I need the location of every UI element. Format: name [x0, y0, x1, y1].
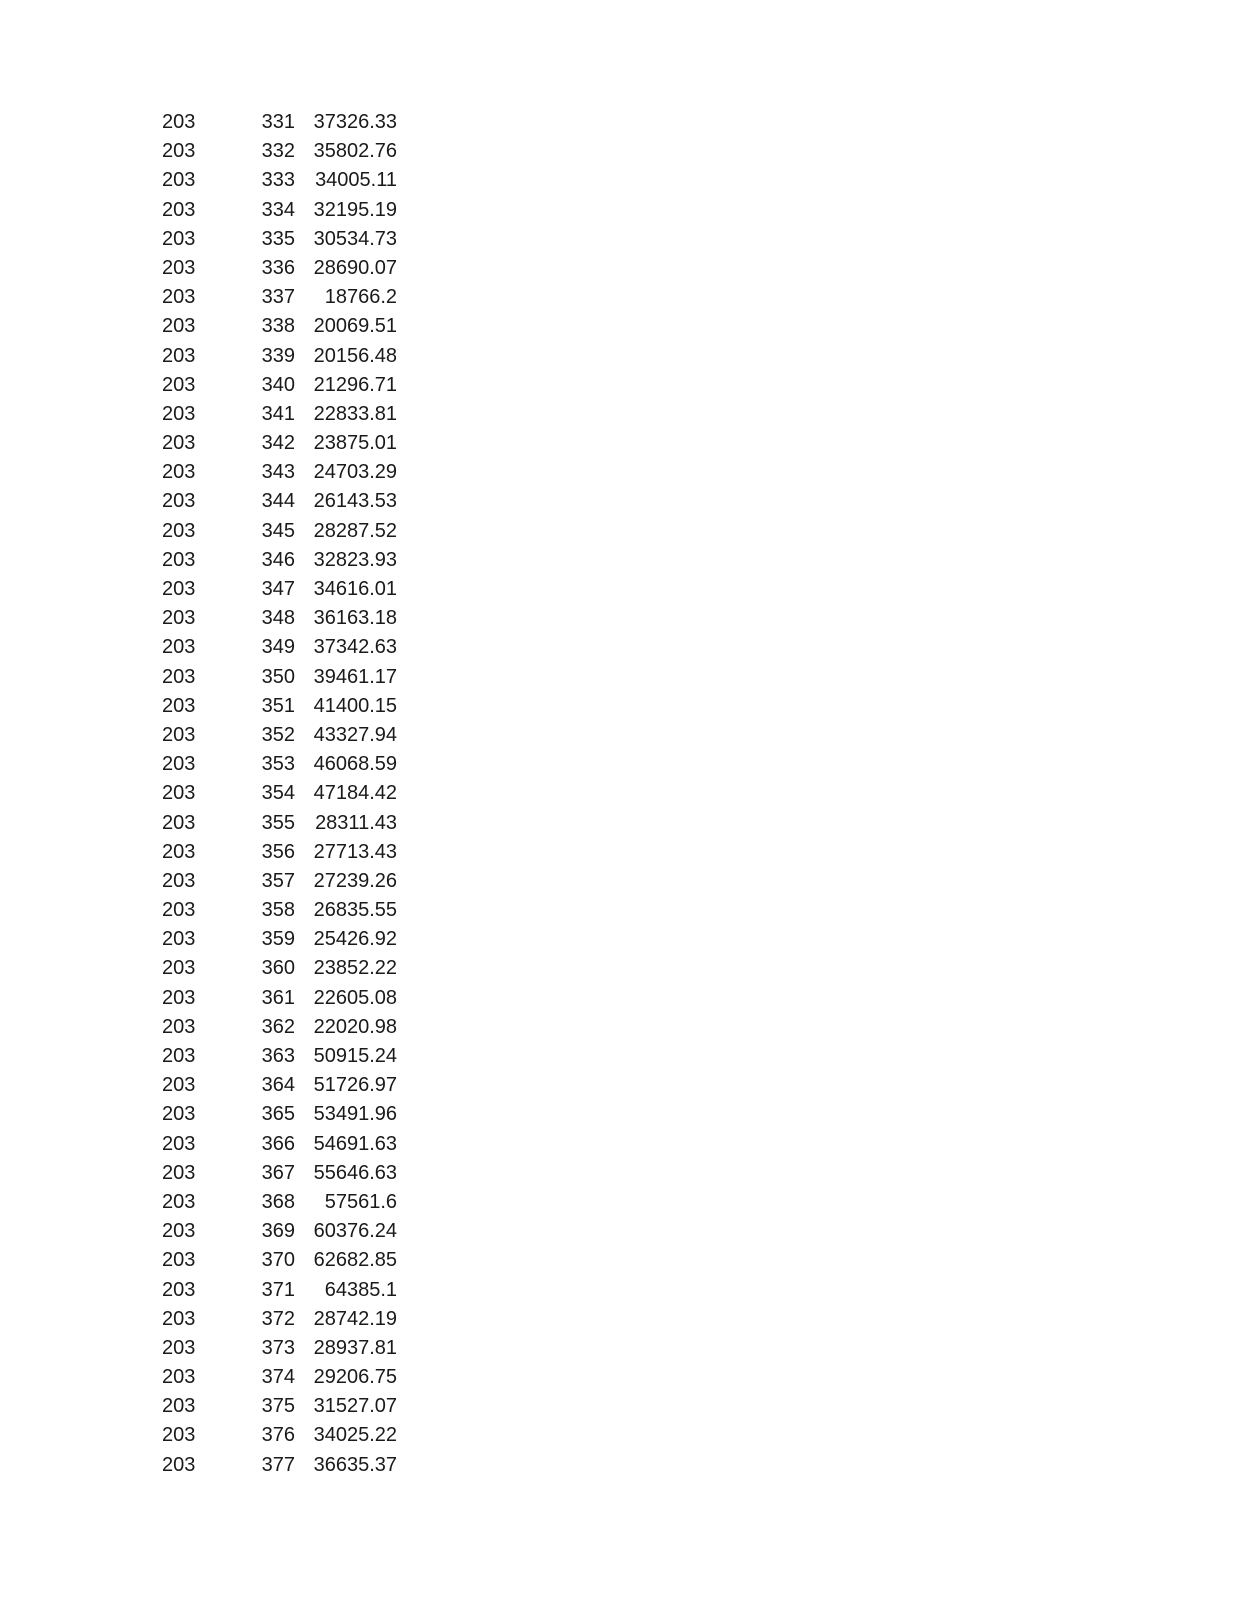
table-row	[150, 1188, 410, 1217]
table-row	[150, 750, 410, 779]
index-cell: 344	[261, 490, 295, 513]
table-row	[150, 283, 410, 312]
index-cell: 374	[261, 1366, 295, 1389]
table-row	[150, 1451, 410, 1480]
id-cell: 203	[162, 402, 196, 425]
value-cell: 47184.42	[313, 782, 397, 805]
index-cell: 362	[261, 1015, 295, 1038]
id-cell: 203	[162, 519, 196, 542]
table-row	[150, 1246, 410, 1275]
table-row	[150, 1334, 410, 1363]
id-cell: 203	[162, 198, 196, 221]
value-cell: 27713.43	[313, 840, 397, 863]
id-cell: 203	[162, 344, 196, 367]
value-cell: 26835.55	[313, 899, 397, 922]
index-cell: 338	[261, 315, 295, 338]
id-cell: 203	[162, 227, 196, 250]
table-row	[150, 1421, 410, 1450]
table-row	[150, 867, 410, 896]
id-cell: 203	[162, 256, 196, 279]
index-cell: 360	[261, 957, 295, 980]
table-row	[150, 225, 410, 254]
index-cell: 366	[261, 1132, 295, 1155]
table-row	[150, 633, 410, 662]
id-cell: 203	[162, 1220, 196, 1243]
index-cell: 373	[261, 1336, 295, 1359]
table-row	[150, 1042, 410, 1071]
value-cell: 31527.07	[313, 1395, 397, 1418]
id-cell: 203	[162, 1132, 196, 1155]
index-cell: 357	[261, 869, 295, 892]
value-cell: 34025.22	[313, 1424, 397, 1447]
index-cell: 341	[261, 402, 295, 425]
id-cell: 203	[162, 986, 196, 1009]
value-cell: 20156.48	[313, 344, 397, 367]
value-cell: 37326.33	[313, 111, 397, 133]
table-row	[150, 429, 410, 458]
value-cell: 28690.07	[313, 256, 397, 279]
value-cell: 26143.53	[313, 490, 397, 513]
id-cell: 203	[162, 111, 196, 133]
id-cell: 203	[162, 1045, 196, 1067]
value-cell: 62682.85	[313, 1249, 397, 1272]
table-row	[150, 1013, 410, 1042]
index-cell: 350	[261, 665, 295, 688]
index-cell: 346	[261, 548, 295, 571]
id-cell: 203	[162, 782, 196, 805]
table-row	[150, 1276, 410, 1305]
value-cell: 23875.01	[313, 432, 397, 455]
value-cell: 28742.19	[313, 1307, 397, 1330]
value-cell: 28937.81	[313, 1336, 397, 1359]
index-cell: 375	[261, 1395, 295, 1418]
index-cell: 340	[261, 373, 295, 396]
id-cell: 203	[162, 899, 196, 922]
value-cell: 28287.52	[313, 519, 397, 542]
table-row	[150, 692, 410, 721]
table-row	[150, 1305, 410, 1334]
table-row	[150, 1363, 410, 1392]
index-cell: 349	[261, 636, 295, 659]
value-cell: 22605.08	[313, 986, 397, 1009]
id-cell: 203	[162, 753, 196, 776]
value-cell: 25426.92	[313, 928, 397, 951]
id-cell: 203	[162, 548, 196, 571]
id-cell: 203	[162, 840, 196, 863]
id-cell: 203	[162, 1336, 196, 1359]
table-row	[150, 312, 410, 341]
index-cell: 364	[261, 1074, 295, 1097]
index-cell: 358	[261, 899, 295, 922]
id-cell: 203	[162, 461, 196, 484]
index-cell: 356	[261, 840, 295, 863]
index-cell: 359	[261, 928, 295, 951]
table-row	[150, 1130, 410, 1159]
id-cell: 203	[162, 694, 196, 717]
value-cell: 46068.59	[313, 753, 397, 776]
table-row	[150, 984, 410, 1013]
index-cell: 333	[261, 169, 295, 192]
index-cell: 355	[261, 811, 295, 834]
table-row	[150, 166, 410, 195]
value-cell: 27239.26	[313, 869, 397, 892]
id-cell: 203	[162, 169, 196, 192]
index-cell: 343	[261, 461, 295, 484]
index-cell: 369	[261, 1220, 295, 1243]
id-cell: 203	[162, 957, 196, 980]
index-cell: 368	[261, 1190, 295, 1213]
table-row	[150, 896, 410, 925]
index-cell: 332	[261, 140, 295, 163]
value-cell: 43327.94	[313, 723, 397, 746]
index-cell: 354	[261, 782, 295, 805]
table-row	[150, 458, 410, 487]
id-cell: 203	[162, 811, 196, 834]
id-cell: 203	[162, 432, 196, 455]
index-cell: 370	[261, 1249, 295, 1272]
value-cell: 36635.37	[313, 1453, 397, 1476]
table-row	[150, 400, 410, 429]
value-cell: 55646.63	[313, 1161, 397, 1184]
table-row	[150, 1217, 410, 1246]
table-row	[150, 487, 410, 516]
table-row	[150, 254, 410, 283]
table-row	[150, 1392, 410, 1421]
value-cell: 18766.2	[324, 286, 397, 309]
table-row	[150, 721, 410, 750]
table-row	[150, 137, 410, 166]
id-cell: 203	[162, 607, 196, 630]
id-cell: 203	[162, 140, 196, 163]
table-row	[150, 1071, 410, 1100]
index-cell: 377	[261, 1453, 295, 1476]
value-cell: 41400.15	[313, 694, 397, 717]
value-cell: 60376.24	[313, 1220, 397, 1243]
index-cell: 336	[261, 256, 295, 279]
id-cell: 203	[162, 1190, 196, 1213]
table-row	[150, 604, 410, 633]
table-row	[150, 838, 410, 867]
id-cell: 203	[162, 1103, 196, 1126]
id-cell: 203	[162, 1249, 196, 1272]
value-cell: 53491.96	[313, 1103, 397, 1126]
index-cell: 334	[261, 198, 295, 221]
index-cell: 365	[261, 1103, 295, 1126]
value-cell: 28311.43	[315, 811, 397, 834]
value-cell: 36163.18	[313, 607, 397, 630]
value-cell: 32195.19	[313, 198, 397, 221]
table-row	[150, 779, 410, 808]
id-cell: 203	[162, 636, 196, 659]
id-cell: 203	[162, 723, 196, 746]
index-cell: 347	[261, 578, 295, 600]
index-cell: 372	[261, 1307, 295, 1330]
index-cell: 363	[261, 1045, 295, 1067]
value-cell: 20069.51	[313, 315, 397, 338]
id-cell: 203	[162, 578, 196, 600]
value-cell: 64385.1	[324, 1278, 397, 1301]
index-cell: 376	[261, 1424, 295, 1447]
table-row	[150, 1100, 410, 1129]
index-cell: 351	[261, 694, 295, 717]
table-row	[150, 575, 410, 604]
id-cell: 203	[162, 1015, 196, 1038]
id-cell: 203	[162, 928, 196, 951]
value-cell: 35802.76	[313, 140, 397, 163]
table-row	[150, 1159, 410, 1188]
id-cell: 203	[162, 1307, 196, 1330]
id-cell: 203	[162, 1453, 196, 1476]
table-row	[150, 342, 410, 371]
id-cell: 203	[162, 1366, 196, 1389]
id-cell: 203	[162, 1424, 196, 1447]
id-cell: 203	[162, 315, 196, 338]
value-cell: 21296.71	[313, 373, 397, 396]
value-cell: 23852.22	[313, 957, 397, 980]
value-cell: 22020.98	[313, 1015, 397, 1038]
id-cell: 203	[162, 490, 196, 513]
table-row	[150, 371, 410, 400]
value-cell: 34005.11	[315, 169, 397, 192]
value-cell: 50915.24	[313, 1045, 397, 1067]
table-row	[150, 196, 410, 225]
value-cell: 51726.97	[313, 1074, 397, 1097]
value-cell: 30534.73	[313, 227, 397, 250]
id-cell: 203	[162, 1161, 196, 1184]
value-cell: 39461.17	[313, 665, 397, 688]
index-cell: 352	[261, 723, 295, 746]
value-cell: 24703.29	[313, 461, 397, 484]
value-cell: 57561.6	[324, 1190, 397, 1213]
value-cell: 22833.81	[313, 402, 397, 425]
value-cell: 54691.63	[313, 1132, 397, 1155]
index-cell: 339	[261, 344, 295, 367]
index-cell: 367	[261, 1161, 295, 1184]
value-cell: 34616.01	[313, 578, 397, 600]
index-cell: 348	[261, 607, 295, 630]
id-cell: 203	[162, 1074, 196, 1097]
id-cell: 203	[162, 869, 196, 892]
index-cell: 331	[261, 111, 295, 133]
table-row	[150, 809, 410, 838]
value-cell: 32823.93	[313, 548, 397, 571]
table-row	[150, 546, 410, 575]
index-cell: 361	[261, 986, 295, 1009]
table-row	[150, 925, 410, 954]
index-cell: 342	[261, 432, 295, 455]
id-cell: 203	[162, 373, 196, 396]
table-row	[150, 954, 410, 983]
value-cell: 29206.75	[313, 1366, 397, 1389]
id-cell: 203	[162, 665, 196, 688]
index-cell: 337	[261, 286, 295, 309]
data-table	[150, 108, 410, 1480]
id-cell: 203	[162, 286, 196, 309]
table-row	[150, 517, 410, 546]
id-cell: 203	[162, 1278, 196, 1301]
index-cell: 353	[261, 753, 295, 776]
index-cell: 345	[261, 519, 295, 542]
table-row	[150, 663, 410, 692]
table-row	[150, 108, 410, 137]
index-cell: 335	[261, 227, 295, 250]
id-cell: 203	[162, 1395, 196, 1418]
value-cell: 37342.63	[313, 636, 397, 659]
index-cell: 371	[261, 1278, 295, 1301]
